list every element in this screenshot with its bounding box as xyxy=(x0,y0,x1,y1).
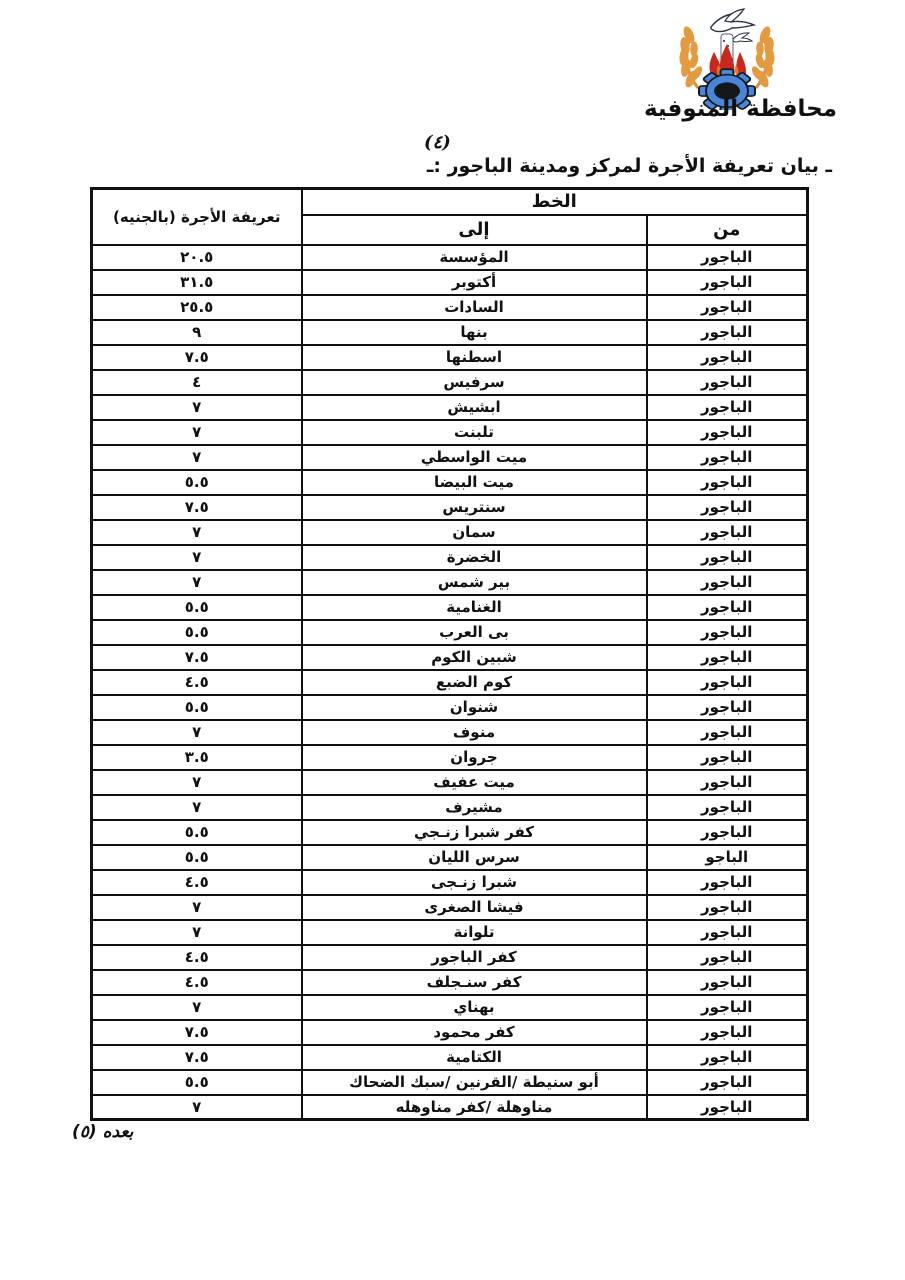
cell-to: السادات xyxy=(302,295,647,320)
cell-fare: ٥.٥ xyxy=(92,595,302,620)
table-row xyxy=(92,595,808,620)
cell-fare: ٧.٥ xyxy=(92,495,302,520)
cell-from: الباجور xyxy=(647,795,808,820)
cell-fare: ٧.٥ xyxy=(92,345,302,370)
cell-fare: ٣١.٥ xyxy=(92,270,302,295)
cell-fare: ٤.٥ xyxy=(92,870,302,895)
table-row xyxy=(92,570,808,595)
cell-from: الباجور xyxy=(647,445,808,470)
table-row xyxy=(92,1020,808,1045)
column-header-from: من xyxy=(647,215,808,245)
cell-to: شبين الكوم xyxy=(302,645,647,670)
cell-fare: ٥.٥ xyxy=(92,820,302,845)
cell-from: الباجور xyxy=(647,1020,808,1045)
cell-to: ميت الواسطي xyxy=(302,445,647,470)
cell-fare: ٧ xyxy=(92,770,302,795)
fare-table-body xyxy=(92,245,808,1120)
cell-fare: ٧ xyxy=(92,720,302,745)
cell-from: الباجور xyxy=(647,495,808,520)
cell-to: كفر محمود xyxy=(302,1020,647,1045)
cell-from: الباجور xyxy=(647,470,808,495)
table-row xyxy=(92,495,808,520)
cell-to: بهناي xyxy=(302,995,647,1020)
cell-from: الباجور xyxy=(647,895,808,920)
cell-to: منوف xyxy=(302,720,647,745)
cell-from: الباجور xyxy=(647,745,808,770)
cell-to: أبو سنيطة /القرنين /سبك الضحاك xyxy=(302,1070,647,1095)
cell-fare: ٤.٥ xyxy=(92,945,302,970)
cell-fare: ٧ xyxy=(92,895,302,920)
table-row xyxy=(92,545,808,570)
cell-to: الكتامية xyxy=(302,1045,647,1070)
cell-to: كفر الباجور xyxy=(302,945,647,970)
cell-from: الباجور xyxy=(647,595,808,620)
cell-to: المؤسسة xyxy=(302,245,647,270)
table-row xyxy=(92,320,808,345)
cell-from: الباجور xyxy=(647,245,808,270)
cell-to: جروان xyxy=(302,745,647,770)
table-row xyxy=(92,845,808,870)
cell-to: الغنامية xyxy=(302,595,647,620)
cell-fare: ٧ xyxy=(92,545,302,570)
cell-from: الباجور xyxy=(647,645,808,670)
cell-to: شنوان xyxy=(302,695,647,720)
cell-to: كفر شبرا زنـجي xyxy=(302,820,647,845)
cell-from: الباجور xyxy=(647,1045,808,1070)
cell-to: مناوهلة /كفر مناوهله xyxy=(302,1095,647,1120)
cell-to: كوم الضبع xyxy=(302,670,647,695)
cell-from: الباجور xyxy=(647,545,808,570)
cell-to: سنتريس xyxy=(302,495,647,520)
table-row xyxy=(92,770,808,795)
cell-to: بنها xyxy=(302,320,647,345)
table-row xyxy=(92,1045,808,1070)
table-row xyxy=(92,1070,808,1095)
table-row xyxy=(92,795,808,820)
cell-to: اسطنها xyxy=(302,345,647,370)
cell-from: الباجور xyxy=(647,695,808,720)
wheat-left xyxy=(679,25,704,89)
table-row xyxy=(92,1095,808,1120)
table-row xyxy=(92,295,808,320)
cell-from: الباجور xyxy=(647,395,808,420)
cell-fare: ٥.٥ xyxy=(92,620,302,645)
table-row xyxy=(92,745,808,770)
table-row xyxy=(92,420,808,445)
table-row xyxy=(92,945,808,970)
table-row xyxy=(92,720,808,745)
column-header-to: إلى xyxy=(302,215,647,245)
table-row xyxy=(92,395,808,420)
column-header-route: الخط xyxy=(302,189,808,215)
cell-from: الباجو xyxy=(647,845,808,870)
menoufia-governorate-emblem-icon xyxy=(666,8,788,110)
governorate-name: محافظة المنوفية xyxy=(643,96,837,122)
table-row xyxy=(92,245,808,270)
cell-fare: ٧ xyxy=(92,445,302,470)
cell-from: الباجور xyxy=(647,995,808,1020)
cell-fare: ٧ xyxy=(92,570,302,595)
cell-from: الباجور xyxy=(647,920,808,945)
cell-fare: ٥.٥ xyxy=(92,695,302,720)
cell-to: بى العرب xyxy=(302,620,647,645)
page-number: (٤) xyxy=(424,132,451,153)
cell-fare: ٧ xyxy=(92,420,302,445)
cell-fare: ٧.٥ xyxy=(92,1045,302,1070)
cell-to: فيشا الصغرى xyxy=(302,895,647,920)
cell-from: الباجور xyxy=(647,370,808,395)
table-row xyxy=(92,895,808,920)
cell-fare: ٧ xyxy=(92,920,302,945)
table-row xyxy=(92,445,808,470)
cell-to: كفر سنـجلف xyxy=(302,970,647,995)
cell-to: مشيرف xyxy=(302,795,647,820)
cell-fare: ٥.٥ xyxy=(92,845,302,870)
cell-fare: ٧ xyxy=(92,995,302,1020)
table-row xyxy=(92,670,808,695)
cell-to: شبرا زنـجى xyxy=(302,870,647,895)
cell-from: الباجور xyxy=(647,820,808,845)
cell-from: الباجور xyxy=(647,1095,808,1120)
cell-to: الخضرة xyxy=(302,545,647,570)
cell-from: الباجور xyxy=(647,970,808,995)
cell-from: الباجور xyxy=(647,295,808,320)
cell-from: الباجور xyxy=(647,1070,808,1095)
cell-to: أكتوبر xyxy=(302,270,647,295)
table-row xyxy=(92,645,808,670)
cell-fare: ٥.٥ xyxy=(92,1070,302,1095)
cell-to: ميت عفيف xyxy=(302,770,647,795)
cell-to: سرفيس xyxy=(302,370,647,395)
table-row xyxy=(92,695,808,720)
table-row xyxy=(92,345,808,370)
cell-from: الباجور xyxy=(647,520,808,545)
cell-to: ميت البيضا xyxy=(302,470,647,495)
cell-from: الباجور xyxy=(647,720,808,745)
document-title: ـ بيان تعريفة الأجرة لمركز ومدينة الباجور :ـ xyxy=(426,155,832,177)
cell-to: تلبنت xyxy=(302,420,647,445)
table-row xyxy=(92,970,808,995)
cell-fare: ٧ xyxy=(92,520,302,545)
cell-from: الباجور xyxy=(647,770,808,795)
cell-to: سمان xyxy=(302,520,647,545)
table-row xyxy=(92,995,808,1020)
cell-fare: ٧.٥ xyxy=(92,1020,302,1045)
column-header-fare: تعريفة الأجرة (بالجنيه) xyxy=(92,189,302,245)
table-row xyxy=(92,820,808,845)
cell-fare: ٧ xyxy=(92,1095,302,1120)
cell-to: سرس الليان xyxy=(302,845,647,870)
cell-from: الباجور xyxy=(647,870,808,895)
cell-fare: ٤ xyxy=(92,370,302,395)
cell-from: الباجور xyxy=(647,420,808,445)
table-row xyxy=(92,520,808,545)
cell-from: الباجور xyxy=(647,670,808,695)
cell-fare: ٣.٥ xyxy=(92,745,302,770)
cell-from: الباجور xyxy=(647,945,808,970)
cell-fare: ٥.٥ xyxy=(92,470,302,495)
fare-table xyxy=(90,187,809,1121)
cell-fare: ٢٠.٥ xyxy=(92,245,302,270)
cell-fare: ٢٥.٥ xyxy=(92,295,302,320)
cell-fare: ٤.٥ xyxy=(92,970,302,995)
cell-fare: ٩ xyxy=(92,320,302,345)
cell-from: الباجور xyxy=(647,620,808,645)
wheat-right xyxy=(750,25,775,89)
cell-to: ابشيش xyxy=(302,395,647,420)
cell-to: تلوانة xyxy=(302,920,647,945)
cell-from: الباجور xyxy=(647,570,808,595)
footer-next-page: بعده (٥) xyxy=(72,1122,134,1142)
table-row xyxy=(92,870,808,895)
table-row xyxy=(92,470,808,495)
cell-from: الباجور xyxy=(647,320,808,345)
table-row xyxy=(92,620,808,645)
cell-fare: ٧.٥ xyxy=(92,645,302,670)
table-row xyxy=(92,920,808,945)
table-row xyxy=(92,270,808,295)
table-row xyxy=(92,370,808,395)
cell-fare: ٧ xyxy=(92,395,302,420)
cell-to: بير شمس xyxy=(302,570,647,595)
cell-from: الباجور xyxy=(647,345,808,370)
cell-from: الباجور xyxy=(647,270,808,295)
cell-fare: ٧ xyxy=(92,795,302,820)
cell-fare: ٤.٥ xyxy=(92,670,302,695)
fare-table-header xyxy=(92,189,808,245)
